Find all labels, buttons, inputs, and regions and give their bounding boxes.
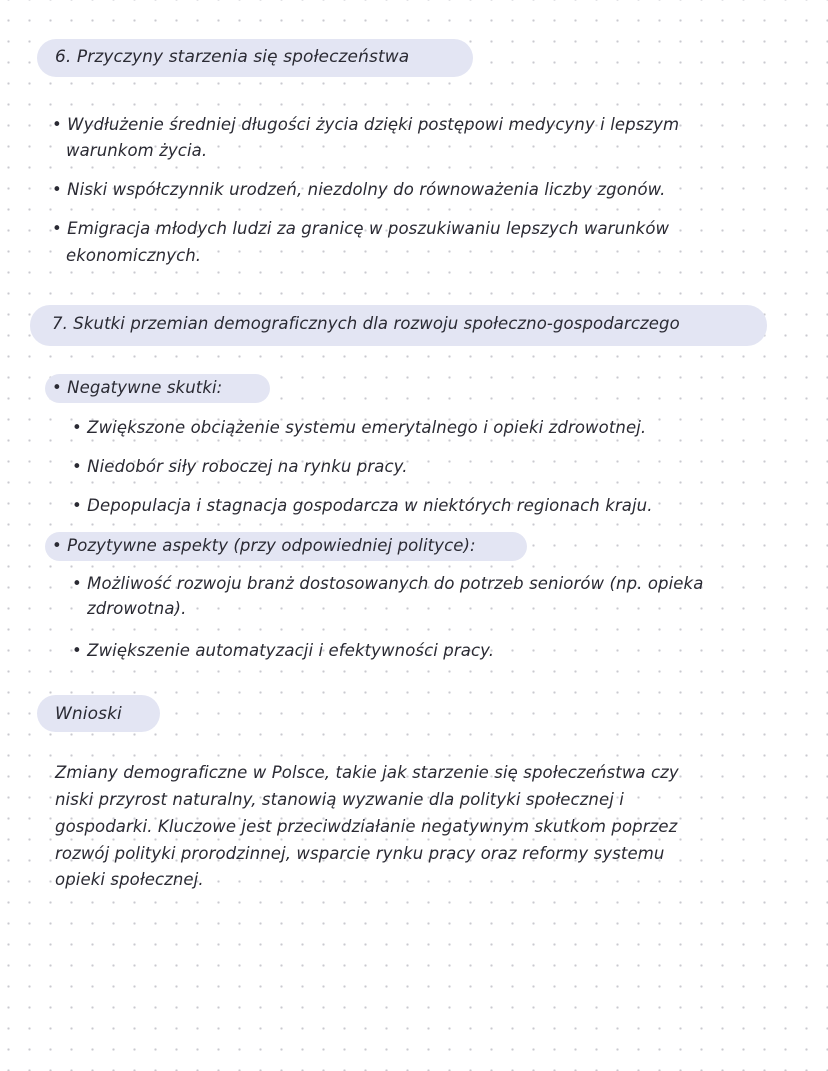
bullet-2: • Niski współczynnik urodzeń, niezdolny do równoważenia liczby zgonów. [52, 180, 666, 199]
conclusions-heading: Wnioski [55, 704, 122, 724]
negative-label: • Negatywne skutki: [52, 378, 223, 397]
negative-item: • Depopulacja i stagnacja gospodarcza w niektórych regionach kraju. [72, 496, 653, 515]
negative-item: • Niedobór siły roboczej na rynku pracy. [72, 457, 408, 476]
bullet-1-line-2: warunkom życia. [66, 141, 208, 160]
conclusions-line: opieki społecznej. [55, 870, 204, 889]
conclusions-line: gospodarki. Kluczowe jest przeciwdziałanie negatywnym skutkom poprzez [55, 817, 678, 836]
conclusions-line: niski przyrost naturalny, stanowią wyzwanie dla polityki społecznej i [55, 790, 624, 809]
bullet-1-line-1: • Wydłużenie średniej długości życia dzięki postępowi medycyny i lepszym [52, 115, 680, 134]
conclusions-line: rozwój polityki prorodzinnej, wsparcie rynku pracy oraz reformy systemu [55, 844, 665, 863]
bullet-3-line-1: • Emigracja młodych ludzi za granicę w poszukiwaniu lepszych warunków [52, 219, 670, 238]
positive-label: • Pozytywne aspekty (przy odpowiedniej polityce): [52, 536, 476, 555]
conclusions-line: Zmiany demograficzne w Polsce, takie jak starzenie się społeczeństwa czy [55, 763, 679, 782]
section-7-heading: 7. Skutki przemian demograficznych dla rozwoju społeczno-gospodarczego [52, 314, 680, 333]
section-6-heading: 6. Przyczyny starzenia się społeczeństwa [55, 47, 410, 67]
positive-item: • Zwiększenie automatyzacji i efektywności pracy. [72, 641, 495, 660]
positive-item-line-2: zdrowotna). [87, 599, 187, 618]
negative-item: • Zwiększone obciążenie systemu emerytalnego i opieki zdrowotnej. [72, 418, 647, 437]
positive-item-line-1: • Możliwość rozwoju branż dostosowanych do potrzeb seniorów (np. opieka [72, 574, 704, 593]
bullet-3-line-2: ekonomicznych. [66, 246, 202, 265]
